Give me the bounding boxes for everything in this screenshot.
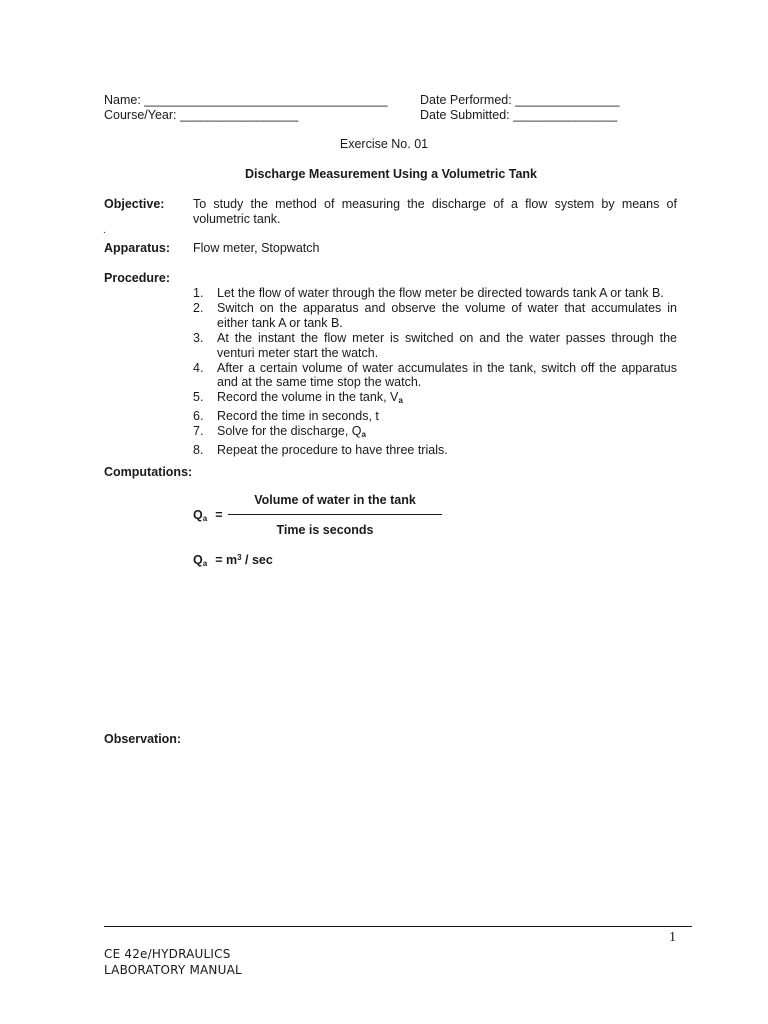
step-number: 5.	[193, 390, 204, 405]
step-text: After a certain volume of water accumulates in the tank, switch off the apparatus and at the same time stop the watch.	[217, 360, 677, 390]
observation-label: Observation:	[104, 732, 182, 746]
procedure-step	[193, 301, 677, 331]
objective-text: To study the method of measuring the discharge of a flow system by means of volumetric tank.	[193, 197, 677, 226]
step-number: 3.	[193, 330, 204, 345]
unit-base: = m	[215, 553, 238, 567]
date-submitted-field: Date Submitted: _______________	[420, 108, 618, 122]
footer-divider	[104, 926, 692, 927]
step-text: Let the flow of water through the flow meter be directed towards tank A or tank B.	[217, 286, 664, 300]
procedure-step	[193, 286, 677, 301]
course-year-field: Course/Year: _________________	[104, 108, 299, 122]
q-symbol: Q	[193, 553, 203, 567]
document-title: Discharge Measurement Using a Volumetric Tank	[245, 167, 537, 181]
procedure-step	[193, 331, 677, 361]
step-text	[217, 390, 677, 409]
stray-dot: .	[103, 225, 106, 236]
step-text: Record the time in seconds, t	[217, 409, 379, 424]
step-number: 6.	[193, 409, 204, 424]
procedure-step	[193, 443, 677, 458]
step-number: 4.	[193, 360, 204, 375]
step-text: At the instant the flow meter is switched on and the water passes through the venturi meter start the watch.	[217, 330, 677, 360]
step-text-main: Solve for the discharge, Q	[217, 424, 362, 439]
apparatus-text: Flow meter, Stopwatch	[193, 241, 320, 255]
computations-label: Computations:	[104, 465, 193, 479]
step-subscript: a	[361, 430, 366, 440]
step-text-main: Record the volume in the tank, V	[217, 390, 399, 405]
procedure-label: Procedure:	[104, 271, 170, 285]
step-text: Switch on the apparatus and observe the volume of water that accumulates in either tank A or tank B.	[217, 300, 677, 330]
step-number: 2.	[193, 300, 204, 315]
exercise-number: Exercise No. 01	[339, 137, 429, 151]
footer-manual: LABORATORY MANUAL	[104, 963, 242, 977]
step-number: 1.	[193, 286, 204, 300]
formula-lhs	[193, 508, 223, 523]
q-symbol: Q	[193, 508, 203, 522]
procedure-step	[193, 409, 677, 424]
step-subscript: a	[398, 396, 403, 406]
procedure-step	[193, 361, 677, 391]
equals-sign: =	[215, 508, 223, 522]
unit-tail: / sec	[241, 553, 273, 567]
step-text: Repeat the procedure to have three trials.	[217, 443, 448, 458]
fraction-bar	[228, 514, 442, 515]
page-number: 1	[669, 930, 676, 945]
step-number: 7.	[193, 424, 204, 439]
footer-course: CE 42e/HYDRAULICS	[104, 947, 231, 961]
date-performed-field: Date Performed: _______________	[420, 93, 620, 107]
procedure-list	[193, 286, 677, 458]
procedure-step	[193, 424, 677, 443]
unit-formula	[193, 553, 273, 568]
procedure-step	[193, 390, 677, 409]
step-text	[217, 424, 677, 443]
objective-label: Objective:	[104, 197, 165, 211]
formula-denominator: Time is seconds	[276, 523, 374, 537]
name-field: Name: ___________________________________	[104, 93, 388, 107]
q-subscript: a	[202, 514, 208, 523]
unit-exponent: 3	[237, 553, 242, 562]
q-subscript: a	[202, 559, 208, 568]
apparatus-label: Apparatus:	[104, 241, 170, 255]
formula-numerator: Volume of water in the tank	[254, 493, 416, 507]
step-number: 8.	[193, 443, 204, 458]
